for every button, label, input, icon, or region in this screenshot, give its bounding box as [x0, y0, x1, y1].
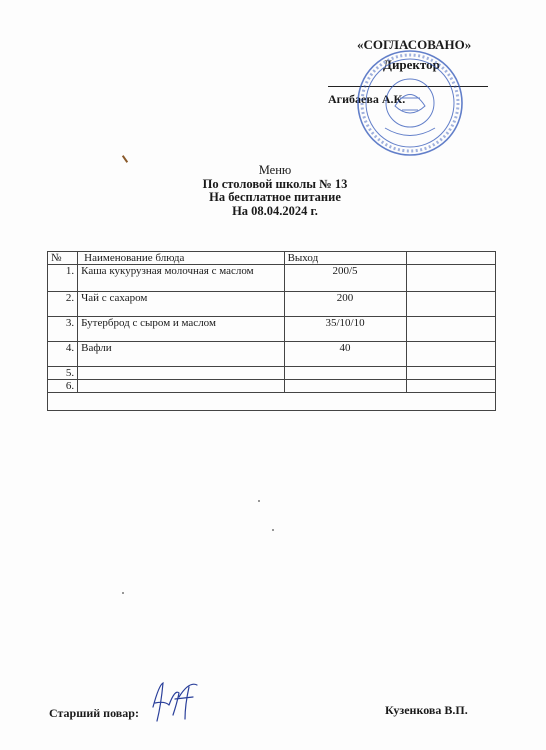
approval-title: «СОГЛАСОВАНО»	[357, 37, 472, 52]
approval-name: Агибаева А.К.	[328, 92, 406, 106]
speck	[258, 500, 260, 502]
signature-icon	[145, 675, 215, 725]
speck	[272, 529, 274, 531]
header-output: Выход	[284, 252, 406, 265]
row-number: 6.	[48, 380, 78, 393]
header-dish-name: Наименование блюда	[78, 252, 284, 265]
row-number: 5.	[48, 367, 78, 380]
title-school: По столовой школы № 13	[202, 176, 348, 191]
table-row	[48, 367, 496, 380]
row-output: 200	[284, 292, 406, 317]
row-number: 3.	[48, 317, 78, 342]
row-dish-name	[78, 380, 284, 393]
row-dish-name	[78, 367, 284, 380]
row-output: 35/10/10	[284, 317, 406, 342]
row-output	[284, 380, 406, 393]
row-output	[284, 367, 406, 380]
table-row-empty	[48, 393, 496, 411]
row-dish-name: Чай с сахаром	[78, 292, 284, 317]
row-number: 1.	[48, 265, 78, 292]
row-dish-name: Вафли	[78, 342, 284, 367]
title-purpose: На бесплатное питание	[209, 190, 341, 204]
chef-label: Старший повар:	[49, 706, 139, 720]
table-header-row	[48, 252, 496, 265]
row-extra	[406, 380, 496, 393]
table-row	[48, 342, 496, 367]
title-date: На 08.04.2024 г.	[232, 203, 318, 218]
row-extra	[406, 292, 496, 317]
row-extra	[406, 342, 496, 367]
table-row	[48, 265, 496, 292]
row-extra	[406, 367, 496, 380]
row-output: 200/5	[284, 265, 406, 292]
round-stamp-icon	[355, 48, 465, 158]
header-extra	[406, 252, 496, 265]
row-extra	[406, 265, 496, 292]
approval-role: Директор	[383, 57, 440, 72]
menu-table	[47, 251, 496, 411]
chef-name: Кузенкова В.П.	[385, 703, 468, 717]
speck	[122, 592, 124, 594]
row-number: 4.	[48, 342, 78, 367]
header-number: №	[48, 252, 78, 265]
pen-mark	[122, 155, 128, 163]
row-dish-name: Каша кукурузная молочная с маслом	[78, 265, 284, 292]
row-extra	[406, 317, 496, 342]
table-row	[48, 380, 496, 393]
row-number: 2.	[48, 292, 78, 317]
table-row	[48, 292, 496, 317]
row-output: 40	[284, 342, 406, 367]
table-row	[48, 317, 496, 342]
row-dish-name: Бутерброд с сыром и маслом	[78, 317, 284, 342]
document-title	[140, 164, 410, 218]
title-menu: Меню	[258, 163, 292, 177]
empty-cell	[48, 393, 496, 411]
